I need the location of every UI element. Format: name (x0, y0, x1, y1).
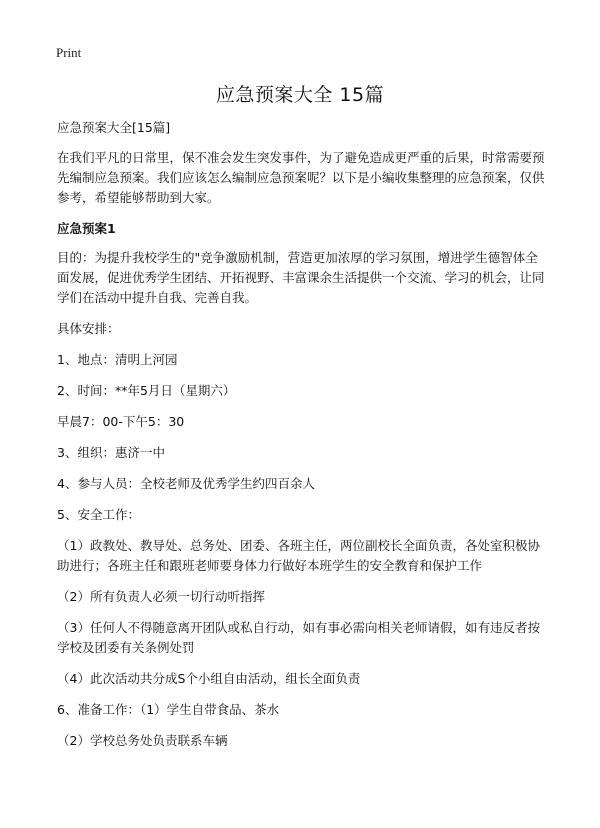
intro-paragraph: 在我们平凡的日常里，保不准会发生突发事件，为了避免造成更严重的后果，时常需要预先编制应急预案。我们应该怎么编制应急预案呢？以下是小编收集整理的应急预案，仅供参考，希望能够帮助到大家。 (57, 150, 545, 205)
list-item: 6、准备工作：（1）学生自带食品、茶水 (57, 702, 280, 717)
list-item: （2）学校总务处负责联系车辆 (57, 733, 228, 748)
list-item: 3、组织：惠济一中 (57, 445, 165, 460)
arrangement-label: 具体安排： (57, 321, 120, 336)
list-item: 4、参与人员：全校老师及优秀学生约四百余人 (57, 476, 315, 491)
list-item: （3）任何人不得随意离开团队或私自行动，如有事必需向相关老师请假，如有违反者按学校及团委有关条例处罚 (57, 620, 540, 655)
list-item: 5、安全工作： (57, 507, 140, 522)
purpose-paragraph: 目的：为提升我校学生的"竞争激励机制，营造更加浓厚的学习氛围，增进学生德智体全面发展，促进优秀学生团结、开拓视野、丰富课余生活提供一个交流、学习的机会，让同学们在活动中提升自我、完善自我。 (57, 250, 545, 305)
section-heading: 应急预案1 (57, 221, 116, 236)
list-item: （4）此次活动共分成S个小组自由活动，组长全面负责 (57, 671, 361, 686)
list-item: 早晨7：00-下午5：30 (57, 414, 185, 429)
document-body (57, 118, 547, 762)
list-item: 1、地点：清明上河园 (57, 352, 178, 367)
list-item: （1）政教处、教导处、总务处、团委、各班主任，两位副校长全面负责，各处室积极协助进行；各班主任和跟班老师要身体力行做好本班学生的安全教育和保护工作 (57, 538, 540, 573)
print-link[interactable]: Print (56, 45, 82, 60)
document-subtitle: 应急预案大全[15篇] (57, 120, 171, 135)
list-item: （2）所有负责人必须一切行动听指挥 (57, 589, 265, 604)
list-item: 2、时间：**年5月日（星期六） (57, 383, 236, 398)
page-title: 应急预案大全 15篇 (215, 84, 385, 106)
